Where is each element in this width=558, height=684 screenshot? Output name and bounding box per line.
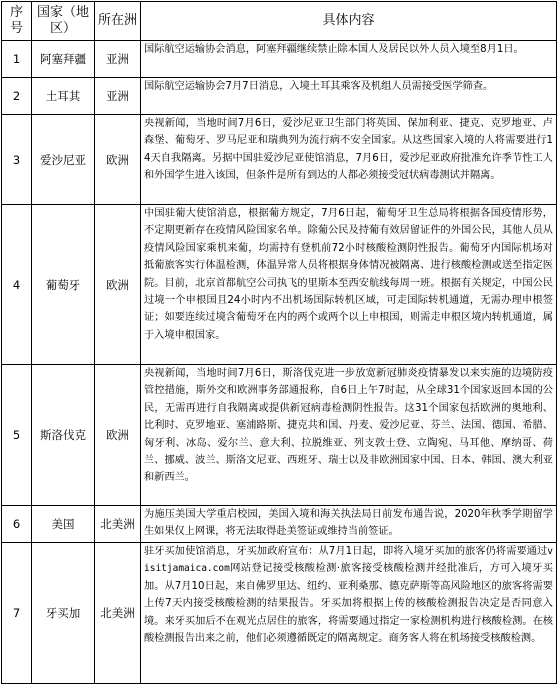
row-continent: 北美洲 <box>95 543 141 684</box>
row-detail: 国际航空运输协会消息，阿塞拜疆继续禁止除本国人及居民以外人员入境至8月1日。 <box>141 41 557 78</box>
table-row <box>2 115 557 205</box>
header-num: 序号 <box>2 2 32 41</box>
table-row <box>2 365 557 506</box>
row-country: 葡萄牙 <box>32 205 95 365</box>
row-country: 斯洛伐克 <box>32 365 95 506</box>
row-country: 美国 <box>32 506 95 543</box>
table-row <box>2 205 557 365</box>
row-country: 阿塞拜疆 <box>32 41 95 78</box>
row-num: 5 <box>2 365 32 506</box>
detail-text-before-link: 驻牙买加使馆消息，牙买加政府宣布：从7月1日起，即将入境牙买加的旅客仍将需要通过 <box>144 546 548 557</box>
row-detail: 为施压美国大学重启校园，美国入境和海关执法局日前发布通告说，2020年秋季学期留学生如果仅上网课，将无法取得赴美签证或维持当前签证。 <box>141 506 557 543</box>
header-country: 国家（地区） <box>32 2 95 41</box>
header-continent: 所在洲 <box>95 2 141 41</box>
travel-restrictions-table <box>1 1 557 684</box>
table-row <box>2 543 557 684</box>
row-num: 4 <box>2 205 32 365</box>
row-detail: 中国驻葡大使馆消息，根据葡方规定，7月6日起，葡萄牙卫生总局将根据各国疫情形势，不定期更新存在疫情风险国家名单。除葡公民及持葡有效居留证件的外国公民，其他人员从疫情风险国家乘机来葡，均需持有登机前72小时核酸检测阴性报告。葡萄牙内国际机场对抵葡旅客实行体温检测，体温异常人员将根据身体情况被隔离、进行核酸检测或送至指定医院。目前，北京首都航空公司执飞的里斯本至西安航线每周一班。根据有关规定，中国公民过境一个申根国且24小时内不出机场国际转机区域，可走国际转机通道，无需办理申根签证；如要连续过境含葡萄牙在内的两个或两个以上申根国，则需走申根区境内转机通道，属于入境申根国家。 <box>141 205 557 365</box>
row-detail: 央视新闻，当地时间7月6日，爱沙尼亚卫生部门将英国、保加利亚、捷克、克罗地亚、卢森堡、葡萄牙、罗马尼亚和瑞典列为流行病不安全国家。从这些国家入境的人将需要进行14天自我隔离。另据中国驻爱沙尼亚使馆消息，7月6日，爱沙尼亚政府批准允许季节性工人和外国学生进入该国，但条件是所有到达的人都必须接受冠状病毒测试并隔离。 <box>141 115 557 205</box>
row-detail: 国际航空运输协会7月7日消息，入境土耳其乘客及机组人员需接受医学筛查。 <box>141 78 557 115</box>
row-detail <box>141 543 557 684</box>
table-row <box>2 506 557 543</box>
row-continent: 亚洲 <box>95 78 141 115</box>
row-continent: 欧洲 <box>95 115 141 205</box>
table-row <box>2 41 557 78</box>
row-continent: 北美洲 <box>95 506 141 543</box>
header-detail: 具体内容 <box>141 2 557 41</box>
row-continent: 亚洲 <box>95 41 141 78</box>
row-num: 3 <box>2 115 32 205</box>
row-num: 7 <box>2 543 32 684</box>
row-detail: 央视新闻，当地时间7月6日，斯洛伐克进一步放宽新冠肺炎疫情暴发以来实施的边境防疫管控措施，斯外交和欧洲事务部通报称，自6日上午7时起，从全球31个国家返回本国的公民，无需再进行自我隔离或提供新冠病毒检测阴性报告。这31个国家包括欧洲的奥地利、比利时、克罗地亚、塞浦路斯、捷克共和国、丹麦、爱沙尼亚、芬兰、法国、德国、希腊、匈牙利、冰岛、爱尔兰、意大利、拉脱维亚、列支敦士登、立陶宛、马耳他、摩纳哥、荷兰、挪威、波兰、斯洛文尼亚、西班牙、瑞士以及非欧洲国家中国、日本、韩国、澳大利亚和新西兰。 <box>141 365 557 506</box>
visitjamaica-url[interactable]: visitjamaica.com <box>144 546 553 575</box>
table-header-row <box>2 2 557 41</box>
row-country: 爱沙尼亚 <box>32 115 95 205</box>
row-country: 牙买加 <box>32 543 95 684</box>
table-row <box>2 78 557 115</box>
detail-text-after-link: 网站登记接受核酸检测·旅客接受核酸检测并经批准后，方可入境牙买加。从7月10日起，来自佛罗里达、纽约、亚利桑那、德克萨斯等高风险地区的旅客将需要上传7天内接受核酸检测的结果报告。牙买加将根据上传的核酸检测报告决定是否同意入境。来牙买加后不在观光点居住的旅客，将需要通过指定一家检测机构进行核酸检测。在核酸检测报告出来之前，他们必须遵循既定的隔离规定。商务客人将在机场接受核酸检测。 <box>144 563 553 645</box>
row-num: 2 <box>2 78 32 115</box>
row-num: 6 <box>2 506 32 543</box>
row-num: 1 <box>2 41 32 78</box>
row-continent: 欧洲 <box>95 365 141 506</box>
row-country: 土耳其 <box>32 78 95 115</box>
row-continent: 欧洲 <box>95 205 141 365</box>
